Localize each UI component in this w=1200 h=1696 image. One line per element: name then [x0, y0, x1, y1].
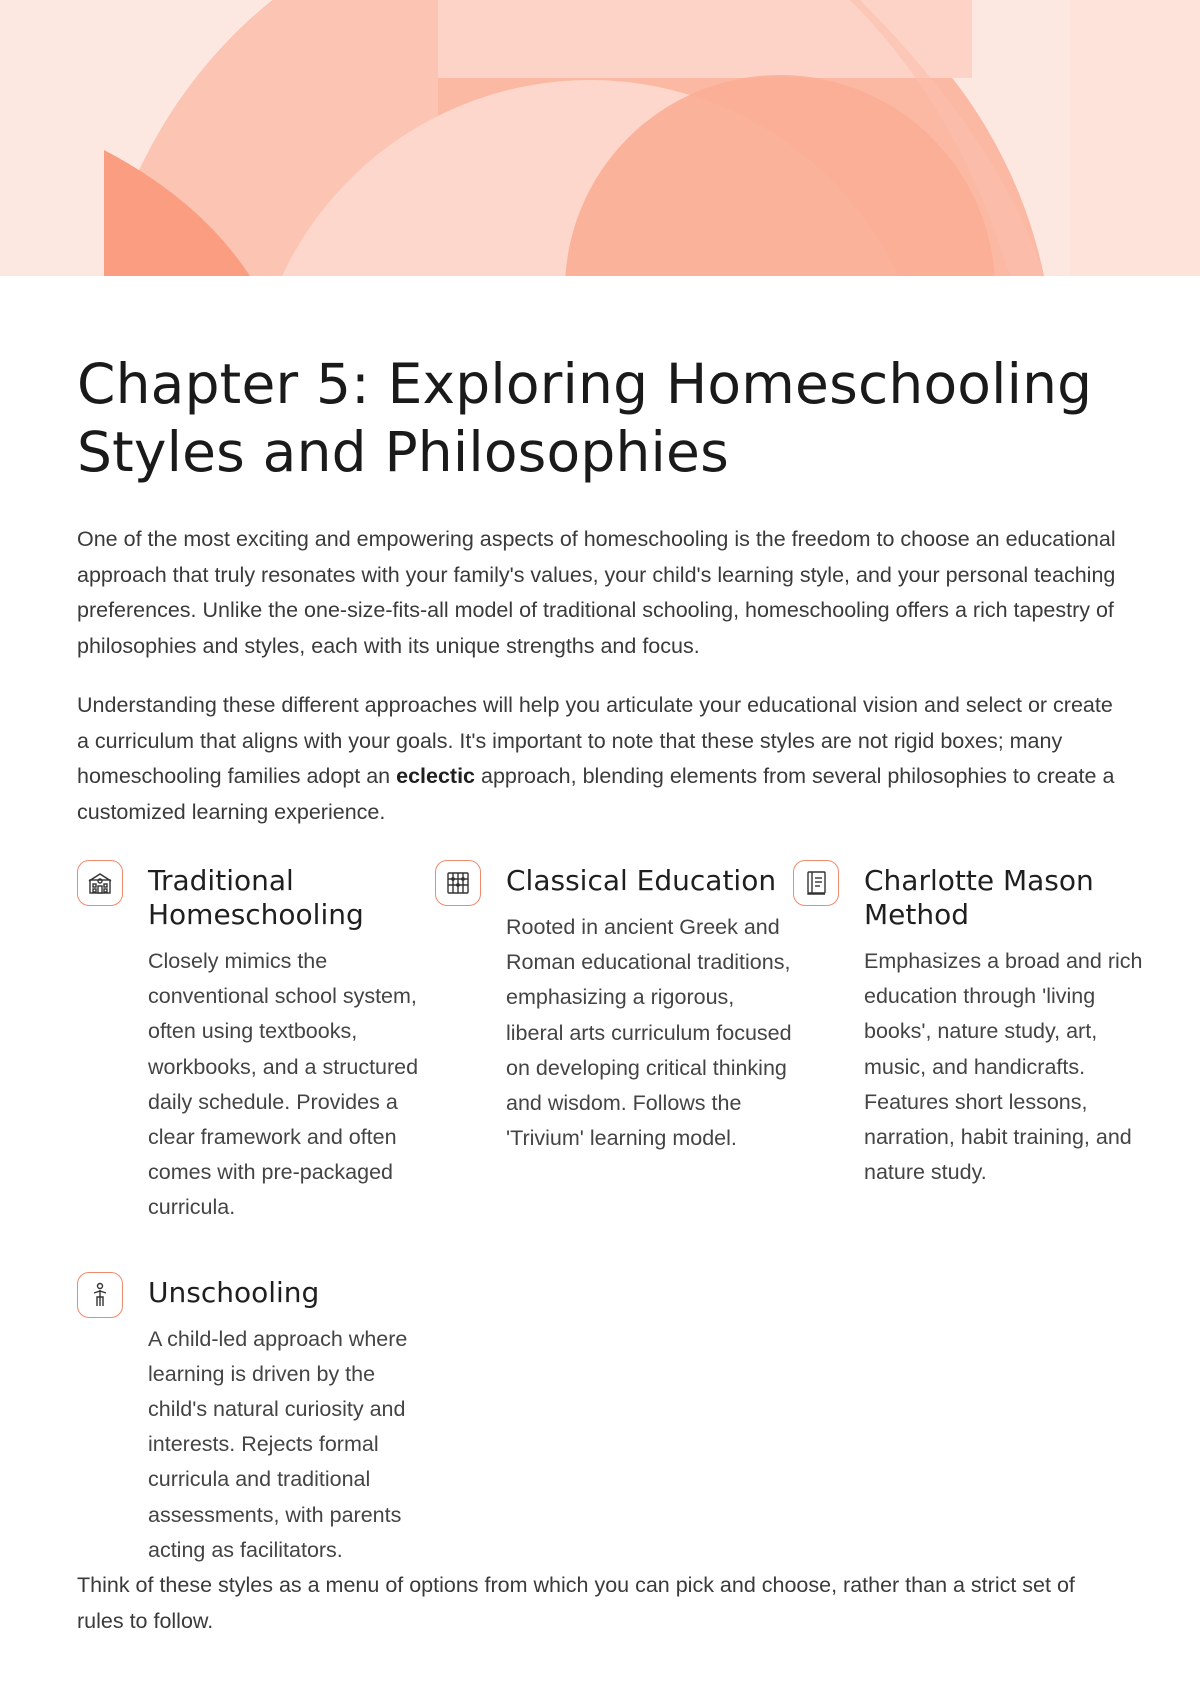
- style-description: A child-led approach where learning is driven by the child's natural curiosity and interests. Rejects formal curricula and traditional assessments, with parents acting as facilitators.: [148, 1326, 408, 1562]
- style-title: Classical Education: [506, 864, 777, 897]
- intro-paragraph-2-end: approach, blending elements from several philosophies to create a customized learning experience.: [77, 764, 1115, 824]
- hero-decoration: [0, 0, 1200, 276]
- style-card-classical: [435, 858, 793, 1226]
- page-title: Chapter 5: Exploring Homeschooling Styles and Philosophies: [77, 352, 1093, 484]
- school-building-icon: [77, 860, 123, 906]
- chapter-content: [77, 350, 1143, 1639]
- style-title: Traditional Homeschooling: [148, 864, 364, 931]
- abacus-icon: [435, 860, 481, 906]
- style-card-unschooling: [77, 1270, 435, 1568]
- intro-paragraph-1: One of the most exciting and empowering aspects of homeschooling is the freedom to choose an educational approach that truly resonates with your family's values, your child's learning style, and your personal teaching preferences. Unlike the one-size-fits-all model of traditional schooling, homeschooling offers a rich tapestry of philosophies and styles, each with its unique strengths and focus.: [77, 527, 1116, 658]
- style-card-traditional: [77, 858, 435, 1226]
- style-card-charlotte-mason: [793, 858, 1151, 1226]
- hero-banner: [0, 0, 1200, 276]
- emphasis-eclectic: eclectic: [396, 764, 476, 788]
- book-icon: [793, 860, 839, 906]
- style-title: Unschooling: [148, 1275, 320, 1309]
- style-description: Rooted in ancient Greek and Roman educational traditions, emphasizing a rigorous, liberal arts curriculum focused on developing critical thinking and wisdom. Follows the 'Trivium' learning model.: [506, 915, 792, 1151]
- intro-paragraph-2: [77, 688, 1127, 830]
- style-title: Charlotte Mason Method: [864, 864, 1094, 931]
- outro-paragraph: Think of these styles as a menu of options from which you can pick and choose, rather than a strict set of rules to follow.: [77, 1573, 1075, 1633]
- styles-grid: [77, 858, 1157, 1226]
- style-description: Emphasizes a broad and rich education through 'living books', nature study, art, music, and handicrafts. Features short lessons, narration, habit training, and nature study.: [864, 949, 1143, 1185]
- child-icon: [77, 1272, 123, 1318]
- intro-paragraph-2-start: Understanding these different approaches will help you articulate your educational vision and select or create a curriculum that aligns with your goals. It's important to note that these styles are not rigid boxes; many homeschooling families adopt an: [77, 693, 1113, 788]
- style-description: Closely mimics the conventional school system, often using textbooks, workbooks, and a structured daily schedule. Provides a clear framework and often comes with pre-packaged curricula.: [148, 949, 419, 1220]
